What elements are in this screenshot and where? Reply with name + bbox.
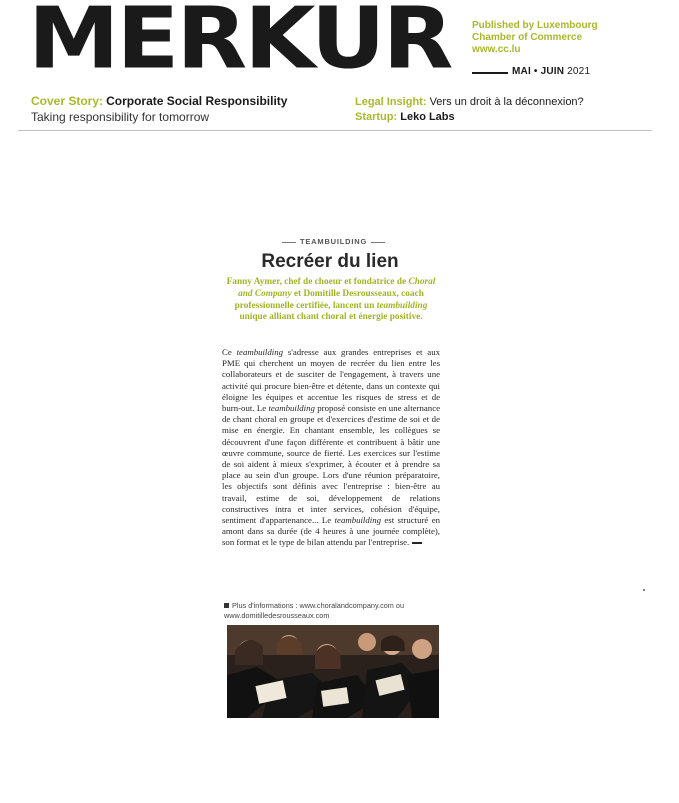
header-divider [18, 130, 652, 131]
cover-story-label: Cover Story: [31, 94, 104, 108]
body-text-3: proposé consiste en une alternance de chant choral en groupe et d'exercices d'estime de soi et de mise en énergie. En chantant ensemble, les collègues se découvrent d'une façon différente et contribuent à bâtir une œuvre commune, source de fierté. Les exercices sur l'estime de soi aident à mieux s'exprimer, à écouter et à prendre sa place au sein d'un groupe. Lors d'une réunion préparatoire, les objectifs sont définis avec l'entreprise : bien-être au travail, estime de soi, développement de relations constructives intra et inter services, cohésion d'équipe, sentiment d'appartenance... Le [222, 403, 440, 526]
end-mark [412, 542, 422, 544]
issue-date [512, 66, 590, 77]
issue-year: 2021 [567, 66, 591, 77]
publisher-website: www.cc.lu [472, 44, 521, 55]
body-text-4: est structuré en amont dans sa durée (de 4 heures à une journée complète), son format et le type de bilan attendu par l'entreprise. [222, 515, 441, 548]
issue-months: MAI • JUIN [512, 66, 565, 77]
more-info-text: Plus d'informations : www.choralandcompany.com ou www.domitilledesrousseaux.com [224, 601, 405, 620]
section-label [278, 237, 389, 246]
lead-company-name: Choral and Company [238, 277, 436, 299]
cover-story-subtitle: Taking responsibility for tomorrow [31, 110, 210, 124]
publisher-line-1: Published by Luxembourg [472, 20, 598, 31]
lead-text-3: unique alliant chant choral et énergie positive. [239, 312, 423, 323]
more-info [224, 601, 444, 620]
legal-insight-title: Vers un droit à la déconnexion? [429, 96, 584, 108]
lead-text-2: et Domitille Desrousseaux, coach professionnelle certifiée, lancent un [234, 288, 424, 311]
lead-teambuilding: teambuilding [376, 300, 428, 311]
startup-label: Startup: [355, 111, 398, 123]
article-body [222, 347, 440, 549]
issue-rule [472, 72, 508, 74]
body-text-2: s'adresse aux grandes entreprises et aux PME qui cherchent un moyen de recréer du lien entre les collaborateurs et de susciter de l'engagement, à travers une activité qui procure bien-être et détente, dans un contexte qui éloigne les équipes et accentue les risques de stress et de burn-out. Le [222, 347, 440, 414]
choir-illustration [227, 625, 439, 718]
masthead-logo: MERKUR [28, 0, 451, 88]
article-title: Recréer du lien [261, 251, 399, 272]
scan-speck [643, 589, 645, 591]
info-square-icon [224, 603, 229, 608]
publisher-line-2: Chamber of Commerce [472, 32, 583, 43]
publisher-info [472, 20, 598, 56]
lead-text-1: Fanny Aymer, chef de choeur et fondatrice de [226, 277, 409, 287]
section-label-text: TEAMBUILDING [300, 237, 368, 246]
body-text-1: Ce [222, 347, 237, 357]
cover-story-title: Corporate Social Responsibility [106, 94, 288, 108]
choir-photo [227, 625, 439, 718]
cover-story-teaser [31, 94, 287, 108]
startup-teaser [355, 111, 455, 123]
legal-insight-teaser [355, 96, 584, 108]
legal-insight-label: Legal Insight: [355, 96, 427, 108]
article-lead [224, 277, 438, 324]
body-italic-2: teambuilding [268, 403, 315, 414]
startup-title: Leko Labs [400, 111, 455, 123]
body-italic-3: teambuilding [334, 515, 382, 526]
body-italic-1: teambuilding [236, 347, 284, 357]
